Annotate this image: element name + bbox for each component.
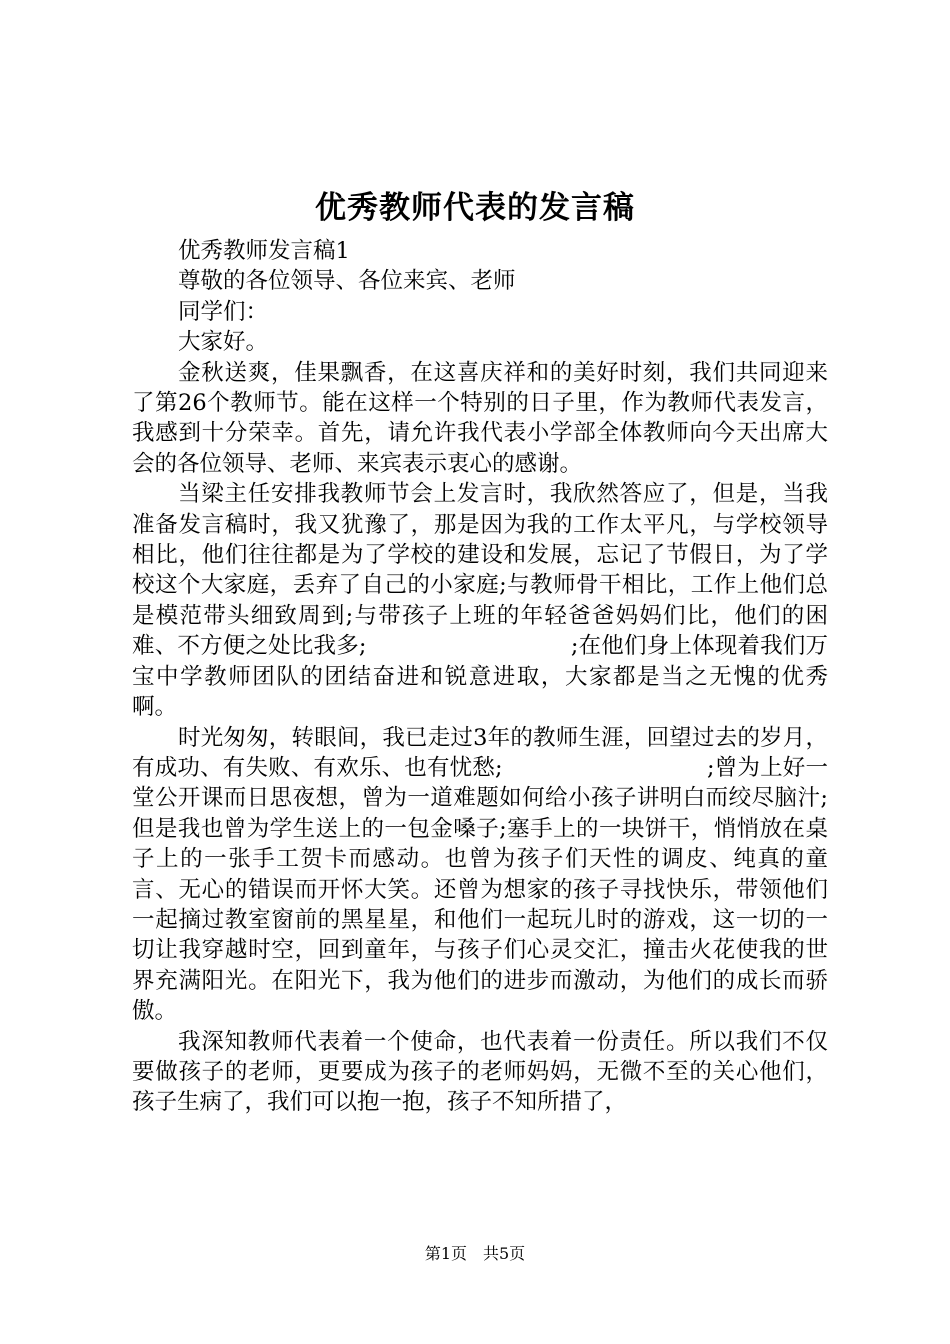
paragraph-2: 当梁主任安排我教师节会上发言时，我欣然答应了，但是，当我准备发言稿时，我又犹豫了，那是因为我的工作太平凡，与学校领导相比，他们往往都是为了学校的建设和发展，忘记了节假日，为了学校这个大家庭，丢弃了自己的小家庭;与教师骨干相比，工作上他们总是模范带头细致周到;与带孩子上班的年轻爸爸妈妈们比，他们的困难、不方便之处比我多; ;在他们身上体现着我们万宝中学教师团队的团结奋进和锐意进取，大家都是当之无愧的优秀啊。 — [132, 481, 828, 721]
document-body — [132, 236, 828, 1118]
intro-line-greeting: 大家好。 — [178, 329, 269, 356]
document-title: 优秀教师代表的发言稿 — [315, 190, 635, 226]
paragraph-4: 我深知教师代表着一个使命，也代表着一份责任。所以我们不仅要做孩子的老师，更要成为孩子的老师妈妈，无微不至的关心他们，孩子生病了，我们可以抱一抱，孩子不知所措了， — [132, 1028, 828, 1116]
paragraph-3: 时光匆匆，转眼间，我已走过3年的教师生涯，回望过去的岁月，有成功、有失败、有欢乐、也有忧愁; ;曾为上好一堂公开课而日思夜想，曾为一道难题如何给小孩子讲明白而绞尽脑汁;但是我也曾为学生送上的一包金嗓子;塞手上的一块饼干，悄悄放在桌子上的一张手工贺卡而感动。也曾为孩子们天性的调皮、纯真的童言、无心的错误而开怀大笑。还曾为想家的孩子寻找快乐，带领他们一起摘过教室窗前的黑星星，和他们一起玩儿时的游戏，这一切的一切让我穿越时空，回到童年，与孩子们心灵交汇，撞击火花使我的世界充满阳光。在阳光下，我为他们的进步而激动，为他们的成长而骄傲。 — [132, 724, 828, 1025]
paragraph-1: 金秋送爽，佳果飘香，在这喜庆祥和的美好时刻，我们共同迎来了第26个教师节。能在这样一个特别的日子里，作为教师代表发言，我感到十分荣幸。首先，请允许我代表小学部全体教师向今天出席大会的各位领导、老师、来宾表示衷心的感谢。 — [132, 359, 828, 477]
intro-line-students: 同学们： — [178, 298, 269, 325]
intro-line-heading: 优秀教师发言稿1 — [178, 238, 350, 264]
intro-line-salutation: 尊敬的各位领导、各位来宾、老师 — [178, 268, 516, 295]
page-footer: 第1页 共5页 — [424, 1244, 526, 1263]
